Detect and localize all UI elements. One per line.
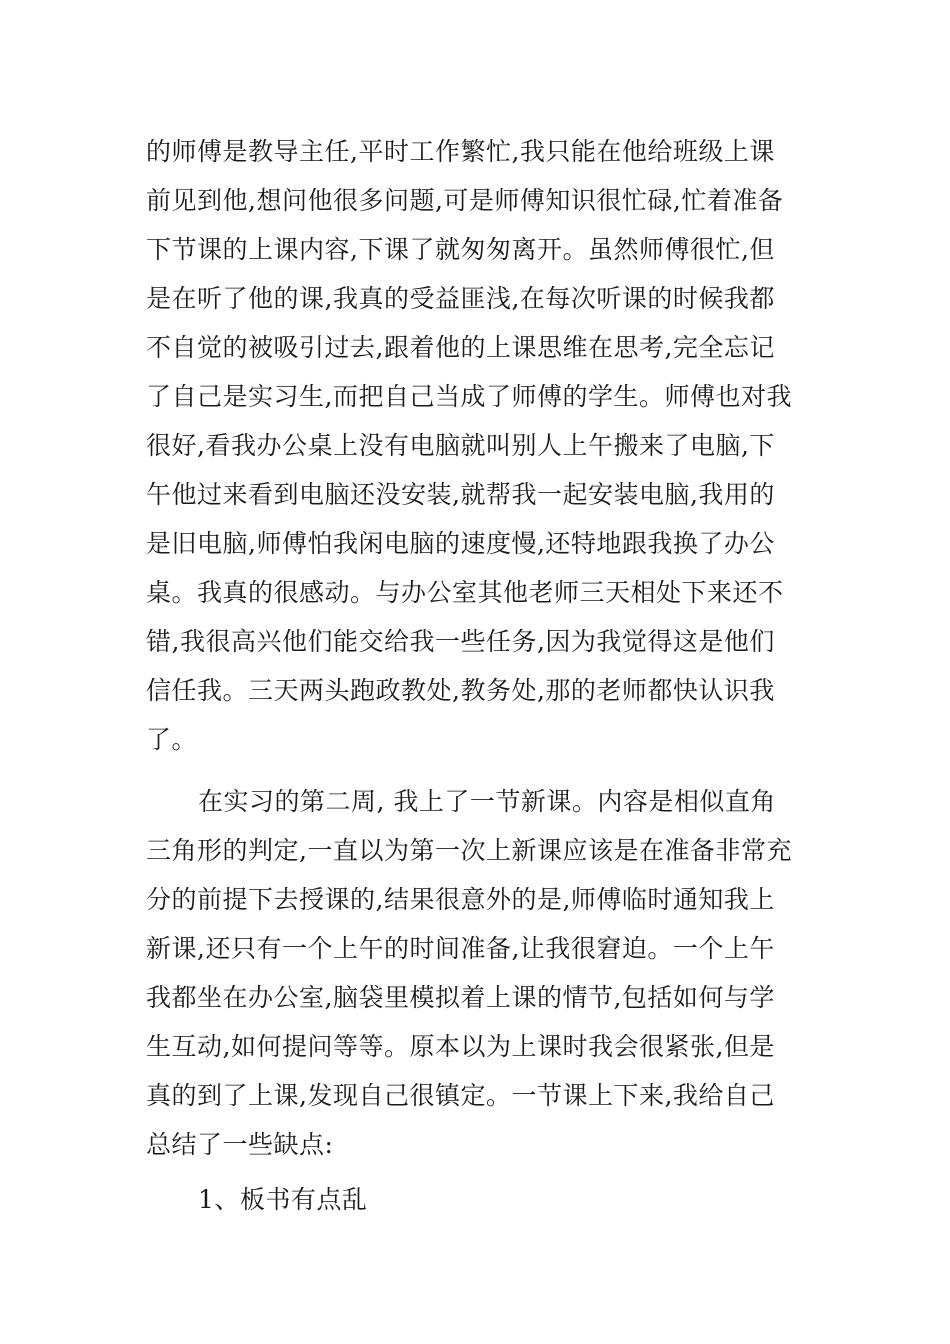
paragraph1-line-5: 不自觉的被吸引过去,跟着他的上课思维在思考,完全忘记: [146, 333, 775, 362]
paragraph1-line-11: 错,我很高兴他们能交给我一些任务,因为我觉得这是他们: [146, 627, 775, 656]
paragraph1-line-4: 是在听了他的课,我真的受益匪浅,在每次听课的时候我都: [146, 284, 775, 313]
paragraph2-line-3: 分的前提下去授课的,结果很意外的是,师傅临时通知我上: [146, 885, 775, 914]
paragraph1-line-8: 午他过来看到电脑还没安装,就帮我一起安装电脑,我用的: [146, 480, 775, 509]
paragraph1-line-13: 了。: [146, 725, 198, 754]
paragraph2-line-2: 三角形的判定,一直以为第一次上新课应该是在准备非常充: [146, 836, 792, 865]
paragraph2-line-8: 总结了一些缺点:: [146, 1130, 334, 1159]
paragraph2-line-4: 新课,还只有一个上午的时间准备,让我很窘迫。一个上午: [146, 934, 775, 963]
paragraph2-line-5: 我都坐在办公室,脑袋里模拟着上课的情节,包括如何与学: [146, 983, 775, 1012]
paragraph1-line-6: 了自己是实习生,而把自己当成了师傅的学生。师傅也对我: [146, 382, 792, 411]
paragraph1-line-7: 很好,看我办公桌上没有电脑就叫别人上午搬来了电脑,下: [146, 431, 775, 460]
paragraph1-line-9: 是旧电脑,师傅怕我闲电脑的速度慢,还特地跟我换了办公: [146, 529, 775, 558]
paragraph1-line-10: 桌。我真的很感动。与办公室其他老师三天相处下来还不: [146, 578, 784, 607]
paragraph1-line-3: 下节课的上课内容,下课了就匆匆离开。虽然师傅很忙,但: [146, 235, 775, 264]
paragraph2-line-1: 在实习的第二周, 我上了一节新课。内容是相似直角: [198, 787, 776, 816]
paragraph2-line-7: 真的到了上课,发现自己很镇定。一节课上下来,我给自己: [146, 1081, 775, 1110]
paragraph2-line-6: 生互动,如何提问等等。原本以为上课时我会很紧张,但是: [146, 1032, 775, 1061]
paragraph1-line-2: 前见到他,想问他很多问题,可是师傅知识很忙碌,忙着准备: [146, 186, 784, 215]
list-item: 1、板书有点乱: [198, 1185, 368, 1214]
paragraph1-line-12: 信任我。三天两头跑政教处,教务处,那的老师都快认识我: [146, 676, 775, 705]
paragraph1-line-1: 的师傅是教导主任,平时工作繁忙,我只能在他给班级上课: [146, 137, 775, 166]
